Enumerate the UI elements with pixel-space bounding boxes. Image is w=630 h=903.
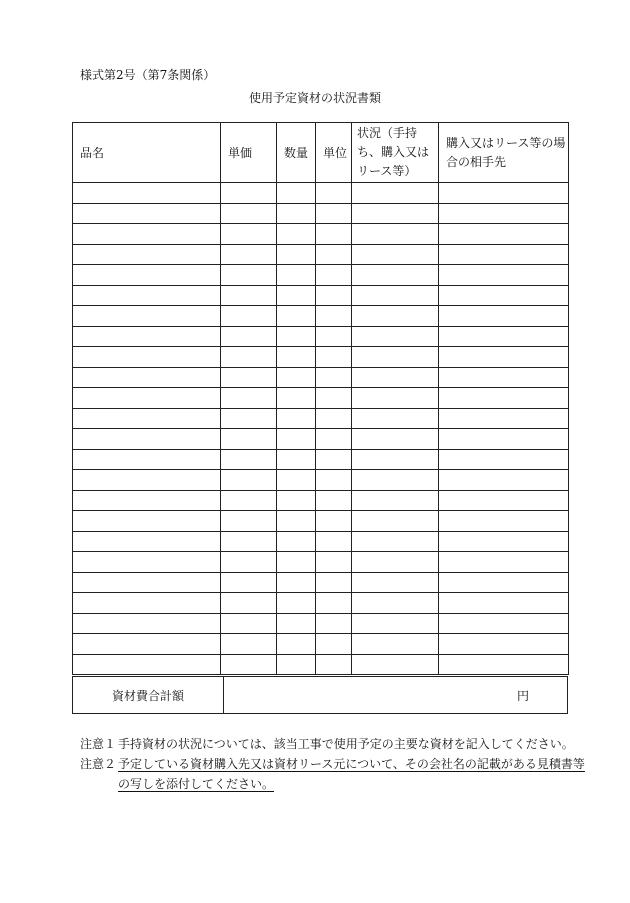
total-table bbox=[72, 676, 568, 714]
total-value-cell[interactable] bbox=[224, 677, 568, 714]
table-cell[interactable] bbox=[316, 429, 352, 450]
table-cell[interactable] bbox=[316, 552, 352, 573]
header-status: 状況（手持ち、購入又はリース等） bbox=[352, 123, 439, 183]
table-cell[interactable] bbox=[221, 531, 277, 552]
table-cell[interactable] bbox=[221, 572, 277, 593]
table-cell[interactable] bbox=[316, 654, 352, 675]
table-row bbox=[73, 572, 569, 593]
table-cell[interactable] bbox=[352, 552, 439, 573]
table-cell[interactable] bbox=[73, 572, 221, 593]
table-cell[interactable] bbox=[352, 326, 439, 347]
table-cell[interactable] bbox=[316, 265, 352, 286]
table-cell[interactable] bbox=[73, 654, 221, 675]
table-cell[interactable] bbox=[352, 367, 439, 388]
total-row bbox=[73, 677, 568, 714]
table-cell[interactable] bbox=[277, 654, 316, 675]
note-2-line-2: の写しを添付してください。 bbox=[118, 777, 275, 791]
table-row bbox=[73, 306, 569, 327]
table-cell[interactable] bbox=[439, 429, 569, 450]
table-cell[interactable] bbox=[73, 203, 221, 224]
table-cell[interactable] bbox=[221, 593, 277, 614]
note-1-text: 手持資材の状況については、該当工事で使用予定の主要な資材を記入してください。 bbox=[118, 737, 574, 751]
table-cell[interactable] bbox=[316, 183, 352, 204]
table-cell[interactable] bbox=[73, 531, 221, 552]
table-cell[interactable] bbox=[221, 654, 277, 675]
note-2-continuation bbox=[80, 774, 585, 794]
table-cell[interactable] bbox=[316, 388, 352, 409]
table-cell[interactable] bbox=[277, 224, 316, 245]
table-cell[interactable] bbox=[439, 203, 569, 224]
table-cell[interactable] bbox=[221, 285, 277, 306]
table-cell[interactable] bbox=[221, 470, 277, 491]
table-cell[interactable] bbox=[73, 511, 221, 532]
table-cell[interactable] bbox=[221, 490, 277, 511]
table-cell[interactable] bbox=[277, 285, 316, 306]
note-2-label: 注意２ bbox=[80, 757, 117, 771]
table-row bbox=[73, 552, 569, 573]
table-cell[interactable] bbox=[73, 285, 221, 306]
table-cell[interactable] bbox=[352, 572, 439, 593]
table-cell[interactable] bbox=[73, 306, 221, 327]
note-1 bbox=[80, 734, 585, 754]
table-cell[interactable] bbox=[316, 326, 352, 347]
table-cell[interactable] bbox=[277, 634, 316, 655]
table-row bbox=[73, 470, 569, 491]
table-cell[interactable] bbox=[439, 347, 569, 368]
table-cell[interactable] bbox=[221, 634, 277, 655]
table-row bbox=[73, 531, 569, 552]
table-row bbox=[73, 367, 569, 388]
table-cell[interactable] bbox=[352, 429, 439, 450]
table-cell[interactable] bbox=[221, 265, 277, 286]
header-unit: 単位 bbox=[316, 123, 352, 183]
table-cell[interactable] bbox=[316, 408, 352, 429]
table-cell[interactable] bbox=[316, 367, 352, 388]
table-row bbox=[73, 490, 569, 511]
table-cell[interactable] bbox=[277, 531, 316, 552]
table-cell[interactable] bbox=[277, 613, 316, 634]
table-cell[interactable] bbox=[316, 449, 352, 470]
table-cell[interactable] bbox=[73, 449, 221, 470]
table-cell[interactable] bbox=[439, 613, 569, 634]
table-cell[interactable] bbox=[277, 408, 316, 429]
table-row bbox=[73, 388, 569, 409]
table-cell[interactable] bbox=[221, 183, 277, 204]
table-cell[interactable] bbox=[316, 203, 352, 224]
total-unit: 円 bbox=[516, 688, 529, 703]
table-cell[interactable] bbox=[352, 613, 439, 634]
table-cell[interactable] bbox=[277, 367, 316, 388]
table-cell[interactable] bbox=[73, 490, 221, 511]
table-cell[interactable] bbox=[439, 306, 569, 327]
table-cell[interactable] bbox=[439, 531, 569, 552]
table-cell[interactable] bbox=[439, 593, 569, 614]
table-cell[interactable] bbox=[352, 634, 439, 655]
table-cell[interactable] bbox=[439, 408, 569, 429]
table-cell[interactable] bbox=[316, 531, 352, 552]
table-cell[interactable] bbox=[352, 490, 439, 511]
table-cell[interactable] bbox=[73, 244, 221, 265]
table-cell[interactable] bbox=[277, 265, 316, 286]
table-cell[interactable] bbox=[277, 511, 316, 532]
header-counterparty: 購入又はリース等の場合の相手先 bbox=[439, 123, 569, 183]
table-cell[interactable] bbox=[439, 490, 569, 511]
table-cell[interactable] bbox=[73, 388, 221, 409]
table-cell[interactable] bbox=[352, 347, 439, 368]
table-cell[interactable] bbox=[73, 613, 221, 634]
header-quantity: 数量 bbox=[277, 123, 316, 183]
table-cell[interactable] bbox=[221, 306, 277, 327]
table-cell[interactable] bbox=[277, 593, 316, 614]
table-body bbox=[73, 183, 569, 675]
note-1-label: 注意１ bbox=[80, 737, 117, 751]
table-cell[interactable] bbox=[352, 183, 439, 204]
table-row bbox=[73, 224, 569, 245]
table-cell[interactable] bbox=[316, 347, 352, 368]
table-cell[interactable] bbox=[316, 593, 352, 614]
table-cell[interactable] bbox=[277, 183, 316, 204]
table-cell[interactable] bbox=[439, 470, 569, 491]
table-cell[interactable] bbox=[352, 285, 439, 306]
note-2-line-1: 予定している資材購入先又は資材リース元について、その会社名の記載がある見積書等 bbox=[118, 757, 585, 771]
table-cell[interactable] bbox=[221, 388, 277, 409]
table-cell[interactable] bbox=[316, 244, 352, 265]
table-cell[interactable] bbox=[221, 552, 277, 573]
table-row bbox=[73, 634, 569, 655]
table-cell[interactable] bbox=[352, 511, 439, 532]
table-cell[interactable] bbox=[73, 429, 221, 450]
document-title: 使用予定資材の状況書類 bbox=[248, 91, 381, 105]
table-cell[interactable] bbox=[439, 572, 569, 593]
table-cell[interactable] bbox=[439, 183, 569, 204]
table-cell[interactable] bbox=[439, 552, 569, 573]
table-row bbox=[73, 449, 569, 470]
table-cell[interactable] bbox=[439, 367, 569, 388]
notes bbox=[80, 734, 585, 794]
table-cell[interactable] bbox=[73, 326, 221, 347]
table-cell[interactable] bbox=[439, 654, 569, 675]
table-cell[interactable] bbox=[352, 470, 439, 491]
table-cell[interactable] bbox=[439, 265, 569, 286]
table-row bbox=[73, 511, 569, 532]
table-cell[interactable] bbox=[277, 306, 316, 327]
table-cell[interactable] bbox=[277, 429, 316, 450]
table-row bbox=[73, 265, 569, 286]
table-cell[interactable] bbox=[352, 265, 439, 286]
table-row bbox=[73, 183, 569, 204]
table-cell[interactable] bbox=[221, 347, 277, 368]
table-row bbox=[73, 244, 569, 265]
table-cell[interactable] bbox=[352, 531, 439, 552]
table-cell[interactable] bbox=[352, 449, 439, 470]
table-row bbox=[73, 203, 569, 224]
table-cell[interactable] bbox=[352, 244, 439, 265]
table-cell[interactable] bbox=[439, 285, 569, 306]
header-item-name: 品名 bbox=[73, 123, 221, 183]
form-number: 様式第2号（第7条関係） bbox=[80, 68, 216, 82]
table-cell[interactable] bbox=[439, 449, 569, 470]
note-2 bbox=[80, 754, 585, 774]
table-cell[interactable] bbox=[439, 511, 569, 532]
table-cell[interactable] bbox=[352, 203, 439, 224]
table-cell[interactable] bbox=[352, 306, 439, 327]
table-cell[interactable] bbox=[221, 367, 277, 388]
table-cell[interactable] bbox=[73, 470, 221, 491]
table-cell[interactable] bbox=[439, 634, 569, 655]
table-row bbox=[73, 347, 569, 368]
table-cell[interactable] bbox=[73, 634, 221, 655]
table-cell[interactable] bbox=[352, 654, 439, 675]
table-cell[interactable] bbox=[316, 572, 352, 593]
header-unit-price: 単価 bbox=[221, 123, 277, 183]
materials-table bbox=[72, 122, 569, 675]
table-cell[interactable] bbox=[277, 470, 316, 491]
table-row bbox=[73, 408, 569, 429]
table-cell[interactable] bbox=[439, 388, 569, 409]
table-cell[interactable] bbox=[439, 244, 569, 265]
table-cell[interactable] bbox=[221, 203, 277, 224]
table-header-row bbox=[73, 123, 569, 183]
table-cell[interactable] bbox=[277, 552, 316, 573]
table-cell[interactable] bbox=[73, 183, 221, 204]
table-cell[interactable] bbox=[221, 244, 277, 265]
table-row bbox=[73, 654, 569, 675]
table-cell[interactable] bbox=[221, 326, 277, 347]
table-cell[interactable] bbox=[277, 572, 316, 593]
table-cell[interactable] bbox=[316, 470, 352, 491]
table-cell[interactable] bbox=[277, 203, 316, 224]
table-cell[interactable] bbox=[439, 326, 569, 347]
table-cell[interactable] bbox=[73, 552, 221, 573]
table-row bbox=[73, 613, 569, 634]
table-cell[interactable] bbox=[439, 224, 569, 245]
total-label: 資材費合計額 bbox=[73, 677, 224, 714]
table-cell[interactable] bbox=[352, 388, 439, 409]
table-row bbox=[73, 326, 569, 347]
table-cell[interactable] bbox=[277, 244, 316, 265]
table-cell[interactable] bbox=[352, 593, 439, 614]
table-cell[interactable] bbox=[352, 224, 439, 245]
table-cell[interactable] bbox=[73, 367, 221, 388]
table-cell[interactable] bbox=[352, 408, 439, 429]
table-cell[interactable] bbox=[73, 265, 221, 286]
table-row bbox=[73, 593, 569, 614]
table-cell[interactable] bbox=[316, 224, 352, 245]
table-cell[interactable] bbox=[73, 224, 221, 245]
table-cell[interactable] bbox=[277, 388, 316, 409]
table-cell[interactable] bbox=[221, 408, 277, 429]
table-cell[interactable] bbox=[316, 613, 352, 634]
table-row bbox=[73, 285, 569, 306]
table-cell[interactable] bbox=[221, 224, 277, 245]
table-cell[interactable] bbox=[221, 429, 277, 450]
table-cell[interactable] bbox=[277, 449, 316, 470]
table-cell[interactable] bbox=[316, 511, 352, 532]
table-row bbox=[73, 429, 569, 450]
table-cell[interactable] bbox=[316, 634, 352, 655]
table-cell[interactable] bbox=[277, 326, 316, 347]
table-cell[interactable] bbox=[73, 347, 221, 368]
table-cell[interactable] bbox=[277, 490, 316, 511]
table-cell[interactable] bbox=[221, 613, 277, 634]
table-cell[interactable] bbox=[316, 306, 352, 327]
table-cell[interactable] bbox=[73, 408, 221, 429]
table-cell[interactable] bbox=[316, 285, 352, 306]
table-cell[interactable] bbox=[221, 511, 277, 532]
table-cell[interactable] bbox=[316, 490, 352, 511]
table-cell[interactable] bbox=[221, 449, 277, 470]
table-cell[interactable] bbox=[73, 593, 221, 614]
table-cell[interactable] bbox=[277, 347, 316, 368]
